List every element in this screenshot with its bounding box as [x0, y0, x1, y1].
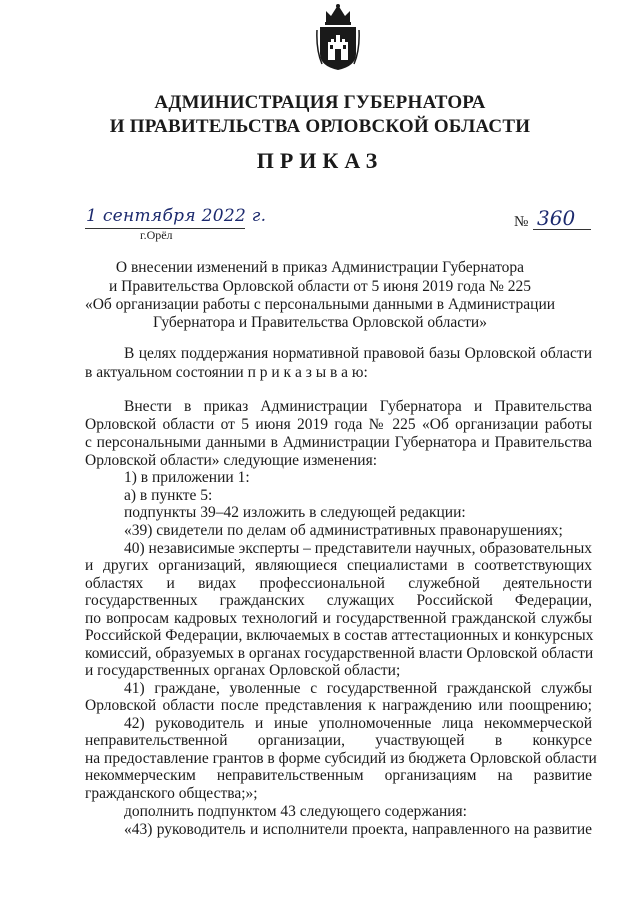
body-line: а) в пункте 5:	[124, 487, 213, 504]
body-line: неправительственной организации, участвующей в конкурсе	[85, 732, 592, 749]
body-line: «43) руководитель и исполнители проекта, направленного на развитие	[124, 821, 592, 838]
body-line: Орловской области» следующие изменения:	[85, 452, 378, 469]
body-line: 42) руководитель и иные уполномоченные лица некоммерческой	[124, 715, 592, 732]
body-line: «39) свидетели по делам об административных правонарушениях;	[124, 522, 563, 539]
document-city: г.Орёл	[140, 228, 173, 242]
document-date: 1 сентября 2022 г.	[86, 206, 267, 226]
organization-name-line-2: И ПРАВИТЕЛЬСТВА ОРЛОВСКОЙ ОБЛАСТИ	[109, 116, 531, 137]
body-line: 1) в приложении 1:	[124, 469, 250, 486]
body-line: и других организаций, являющиеся специалистами в соответствующих	[85, 557, 592, 574]
body-line: В целях поддержания нормативной правовой базы Орловской области	[124, 345, 592, 362]
body-line: дополнить подпунктом 43 следующего содержания:	[124, 803, 467, 820]
number-underline	[533, 229, 591, 230]
body-line: с персональными данными в Администрации Губернатора и Правительства	[85, 434, 592, 451]
title-line: Губернатора и Правительства Орловской области»	[153, 314, 487, 331]
organization-name-line-1: АДМИНИСТРАЦИЯ ГУБЕРНАТОРА	[154, 92, 486, 113]
document-number-label: №	[514, 214, 529, 230]
body-line: гражданского общества;»;	[85, 785, 258, 802]
title-line: О внесении изменений в приказ Администрации Губернатора	[115, 259, 525, 276]
body-line: подпункты 39–42 изложить в следующей редакции:	[124, 504, 466, 521]
body-line: Российской Федерации, включаемых в состав аттестационных и конкурсных	[85, 627, 594, 644]
body-line: комиссий, образуемых в органах государственной власти Орловской области	[85, 645, 594, 662]
document-number: 360	[537, 206, 576, 230]
body-line: 40) независимые эксперты – представители научных, образовательных	[124, 540, 592, 557]
body-line: некоммерческим неправительственным организациям на развитие	[85, 767, 592, 784]
title-line: и Правительства Орловской области от 5 июня 2019 года № 225	[109, 278, 531, 295]
body-line: 41) граждане, уволенные с государственной гражданской службы	[124, 680, 592, 697]
body-line: на предоставление грантов в форме субсидий из бюджета Орловской области	[85, 750, 597, 767]
body-line: государственных гражданских служащих Российской Федерации,	[85, 592, 592, 609]
document-type-title: ПРИКАЗ	[256, 148, 384, 173]
orel-region-coat-of-arms-icon	[316, 2, 360, 72]
body-line: и государственных органах Орловской области;	[85, 662, 401, 679]
title-line: «Об организации работы с персональными данными в Администрации	[84, 296, 556, 313]
body-line: в актуальном состоянии п р и к а з ы в а ю:	[85, 364, 368, 381]
body-line: Орловской области от 5 июня 2019 года № 225 «Об организации работы	[85, 416, 592, 433]
body-line: по вопросам кадровых технологий и государственной гражданской службы	[85, 610, 592, 627]
body-line: Внести в приказ Администрации Губернатора и Правительства	[124, 398, 592, 415]
body-line: Орловской области после представления к награждению или поощрению;	[85, 697, 592, 714]
body-line: областях и видах профессиональной служебной деятельности	[85, 575, 592, 592]
